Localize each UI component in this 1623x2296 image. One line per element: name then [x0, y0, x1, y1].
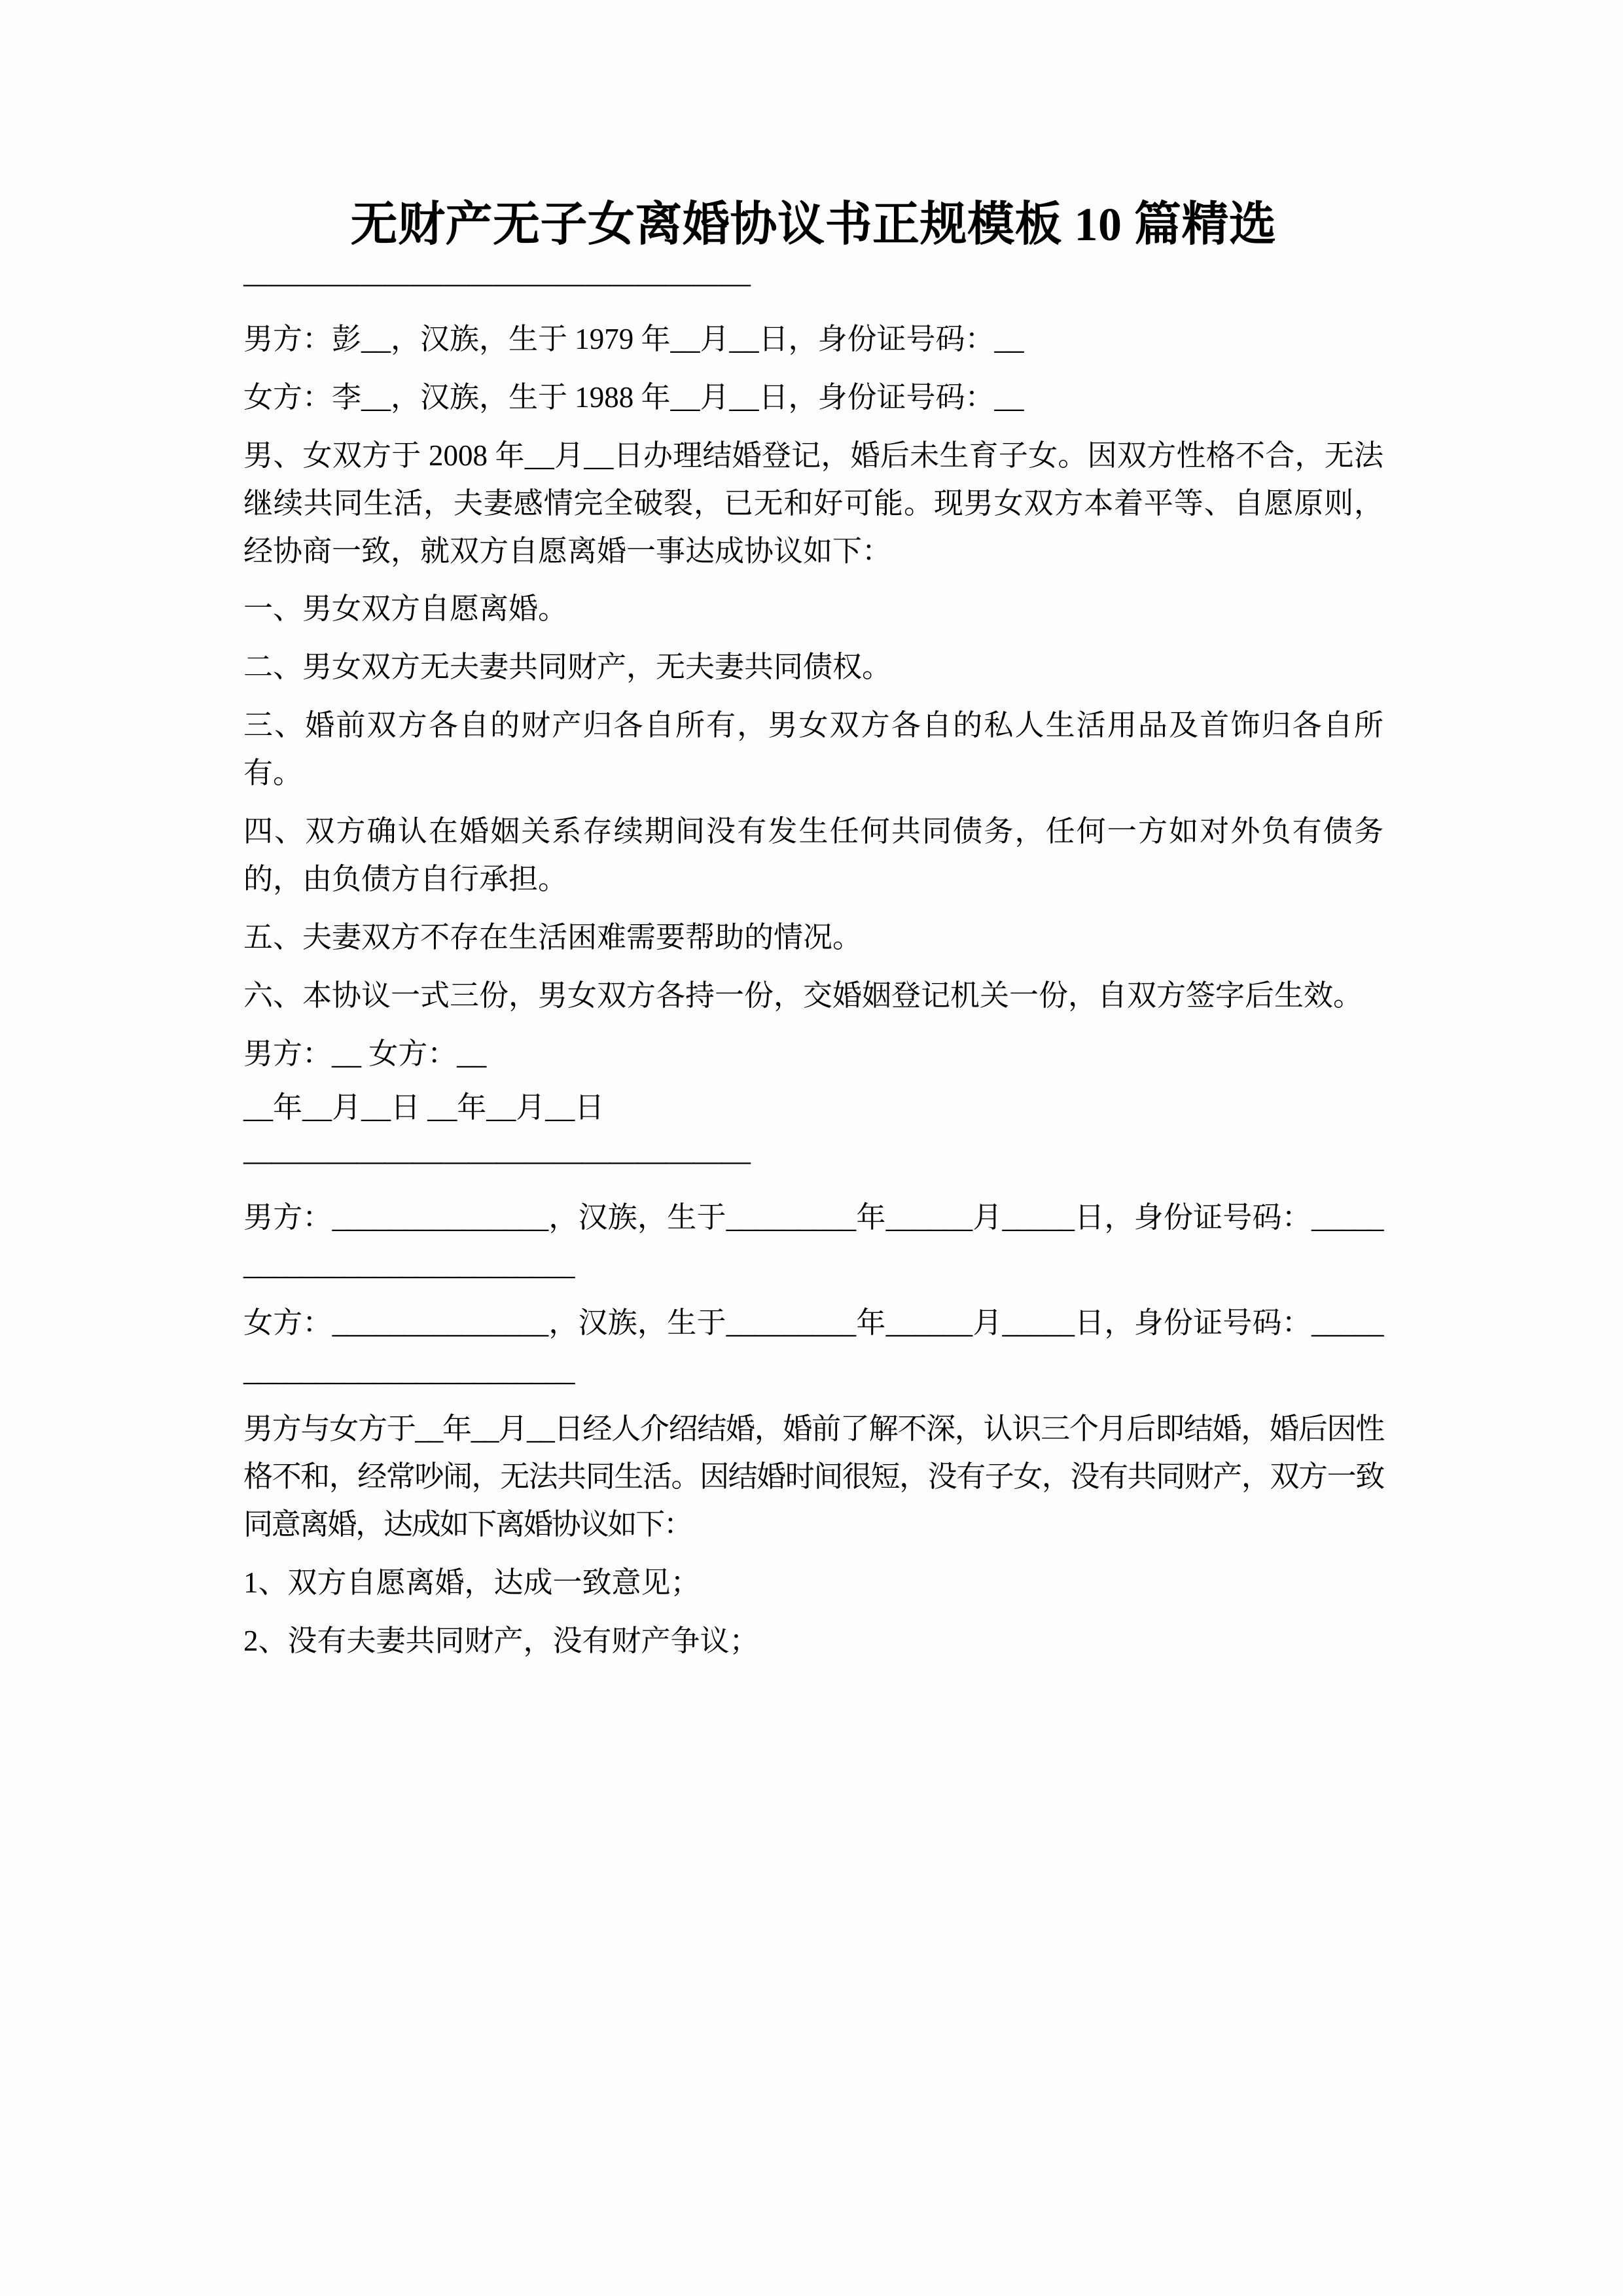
numbered-item-two: 2、没有夫妻共同财产，没有财产争议；	[243, 1624, 759, 1657]
agreement-preamble: 男、女双方于 2008 年__月__日办理结婚登记，婚后未生育子女。因双方性格不合，无法继续共同生活，夫妻感情完全破裂，已无和好可能。现男女双方本着平等、自愿原则，经协商一致，就双方自愿离婚一事达成协议如下：	[243, 439, 1383, 567]
document-content	[243, 196, 1383, 1676]
page-title: 无财产无子女离婚协议书正规模板 10 篇精选	[350, 198, 1277, 251]
separator-middle: ——————————————————	[243, 1145, 750, 1177]
signature-date-line: __年__月__日 __年__月__日	[243, 1091, 605, 1124]
clause-six: 六、本协议一式三份，男女双方各持一份，交婚姻登记机关一份，自双方签字后生效。	[243, 978, 1363, 1012]
second-agreement-preamble: 男方与女方于__年__月__日经人介绍结婚，婚前了解不深，认识三个月后即结婚，婚后因性格不和，经常吵闹，无法共同生活。因结婚时间很短，没有子女，没有共同财产，双方一致同意离婚，达成如下离婚协议如下：	[243, 1412, 1383, 1541]
clause-four: 四、双方确认在婚姻关系存续期间没有发生任何共同债务，任何一方如对外负有债务的，由负债方自行承担。	[243, 815, 1383, 895]
numbered-item-one: 1、双方自愿离婚，达成一致意见；	[243, 1566, 700, 1599]
party-woman-intro: 女方：李__，汉族，生于 1988 年__月__日，身份证号码：__	[243, 380, 1024, 414]
party-man-intro: 男方：彭__，汉族，生于 1979 年__月__日，身份证号码：__	[243, 323, 1024, 356]
template-woman-blank-line: 女方：_______________，汉族，生于_________年______月_____日，身份证号码：____________________________	[243, 1306, 1383, 1388]
clause-three: 三、婚前双方各自的财产归各自所有，男女双方各自的私人生活用品及首饰归各自所有。	[243, 709, 1383, 790]
separator-top: ——————————————————	[243, 266, 750, 299]
template-man-blank-line: 男方：_______________，汉族，生于_________年______月_____日，身份证号码：____________________________	[243, 1200, 1383, 1282]
clause-one: 一、男女双方自愿离婚。	[243, 592, 568, 626]
clause-two: 二、男女双方无夫妻共同财产，无夫妻共同债权。	[243, 651, 892, 684]
signature-line: 男方：__ 女方：__	[243, 1037, 487, 1070]
clause-five: 五、夫妻双方不存在生活困难需要帮助的情况。	[243, 920, 863, 954]
